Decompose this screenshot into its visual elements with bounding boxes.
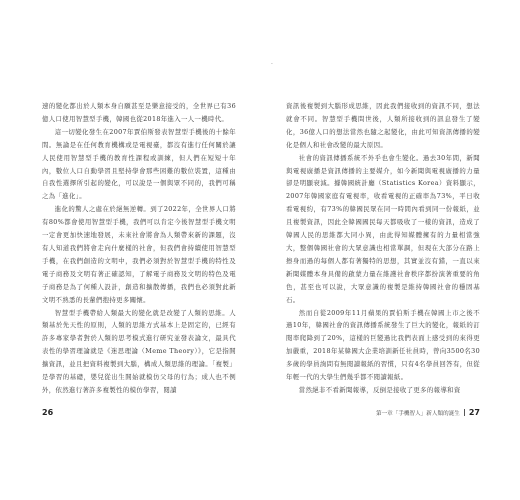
left-page-body	[42, 100, 236, 397]
running-footer	[376, 408, 480, 417]
right-page	[260, 0, 520, 500]
top-mark: ·	[271, 61, 273, 68]
right-page-body	[286, 100, 480, 397]
paragraph: 資訊後複製到大腦形成思維，因此我們接收到的資訊不同，想法就會不同。智慧型手機問世後，人類所接收到的訊息發生了變化，36億人口的想法當然也隨之起變化，由此可知資訊傳播的變化是個人和社會改變的最大原因。	[286, 102, 480, 149]
paragraph: 當然絕非不看新聞報導，反倒是接收了更多的報導和資	[298, 385, 461, 394]
paragraph: 速的變化都出於人類本身自願甚至是樂意接受的，全世界已有36億人口使用智慧型手機，韓國也從2018年進入一人一機時代。	[42, 102, 236, 123]
paragraph: 進化的驚人之處在於絕無逆轉。到了2022年，全世界人口將有80%都會使用智慧型手機，我們可以肯定今後智慧型手機文明一定會更加快速地發展，未來社會將會為人類帶來新的課題，沒有人知道我們將會走向什麼樣的社會，但我們會持續使用智慧型手機，在我們創造的文明中，我們必須對於智慧型手機的特性及電子商務及文明有著正確認知，了解電子商務及文明的特色及電子商務是為了何種人設計，創造和擴散傳播，我們也必須對此新文明不熟悉的長輩們抱持更多關懷。	[42, 205, 236, 304]
page-number: 27	[468, 408, 480, 417]
page-number: 26	[42, 408, 54, 417]
footer-divider	[464, 409, 465, 416]
paragraph: 這一切變化發生在2007年賈伯斯發表智慧型手機後的十餘年間。無論是在任何教育機構或是電視臺，都沒有進行任何關於讓人民使用智慧型手機的教育性課程或訓練，但人們在短短十年內，數位人口自動學習且堅持學會那些困難的數位裝置，這種由自我性選擇所引起的變化，可以說是一個與眾不同的，我們可稱之為「進化」。	[42, 127, 236, 201]
chapter-label: 第一章「手機智人」新人類的誕生	[375, 410, 460, 417]
paragraph: 然而自從2009年11月蘋果的賈伯斯手機在韓國上市之後不過10年，韓國社會的資訊傳播系統發生了巨大的變化，報紙的訂閱率爬降到了20%，這樣的巨變過比我們表面上感受到的來得更加嚴重，2018年某韓國大企業培訓新任社員時，曾向3500名30多歲的學員詢問有無閱讀報紙的習慣，只有4名學員回答有，但從年輕一代的大學生們幾乎都不閱讀報紙。	[286, 308, 480, 382]
paragraph: 社會的資訊傳播系統不外乎也會生變化。過去30年間，新聞與電視廣播是資訊傳播的主要媒介，如今新聞與電視廣播的力量卻是明顯衰減。據韓國統計廳（Statistics Korea）資料顯示，2007年韓國家庭有電視率，收看電視的正確率為73%，平日收看電視約，有73%的韓國民眾在同一時間內看到同一份報紙，並且複製資訊，因此全韓國國民每天都吸收了一樣的資訊，造成了韓國人民的思維都大同小異，由此得知媒體擁有的力量相當強大，整個韓國社會的大眾意識也相當單調，但現在大部分在路上擦身而過的每個人都有著獨特的思想，其實並沒有錯，一直以來新聞媒體本身具備的啟蒙力量在維護社會秩序都扮演著重要的角色，甚至也可以說，大眾意識的複製是維持韓國社會的穩固基石。	[286, 153, 480, 304]
paragraph: 智慧型手機帶給人類最大的變化就是改變了人類的思維。人類基於先天性的原則，人類的思維方式基本上是固定的，已經有許多專家學者對於人類的思考模式進行研究並發表論文，最具代表性的學習理論就是《迷思理論（Meme Theory）》，它是指開擴資訊，並且把資料複製到大腦，構成人類思維的理論。「複製」是學習的基礎，嬰兒從出生開始就模仿父母的行為；成人也不例外，依然進行著許多複製性的模仿學習，閱讀	[42, 308, 236, 394]
